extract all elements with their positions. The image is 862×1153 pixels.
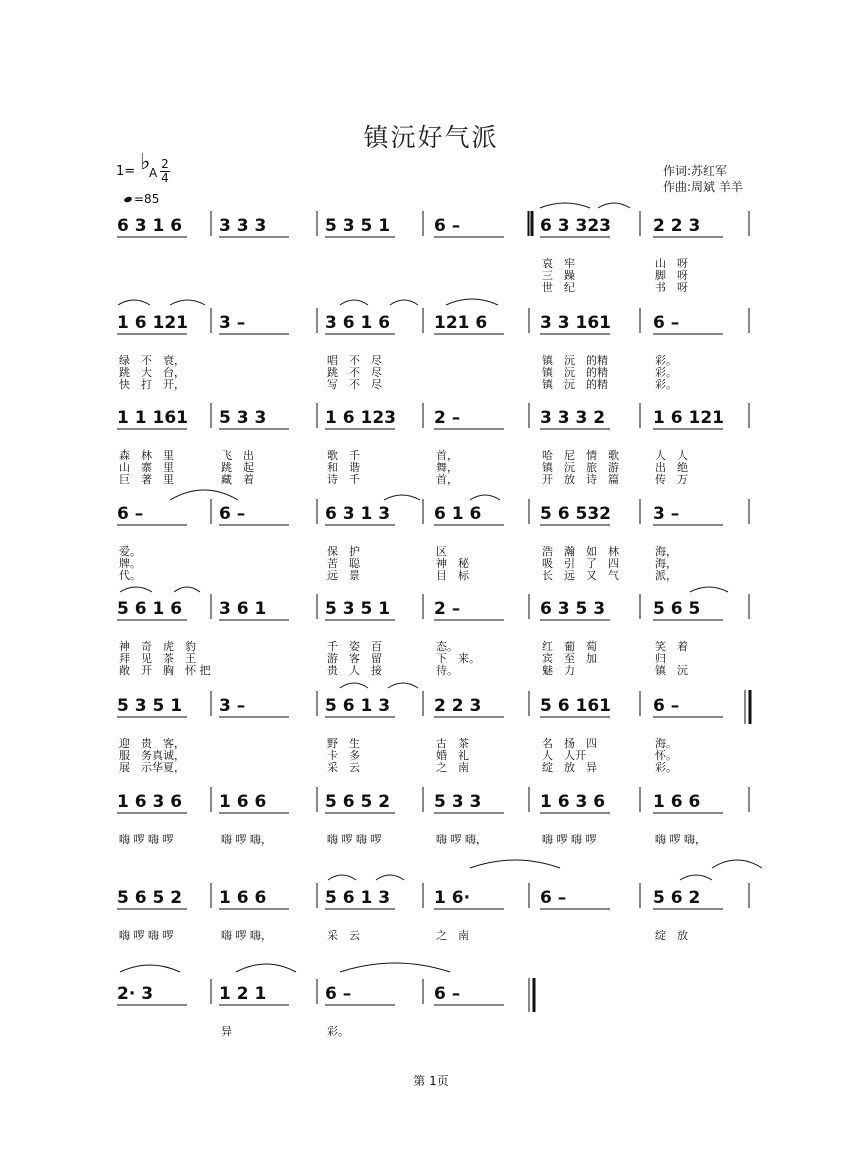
lyric-text: 绽 xyxy=(655,929,666,942)
lyric-text: 引 xyxy=(564,557,575,570)
lyric-text: 绿 xyxy=(119,354,130,367)
lyric-text: 豹 xyxy=(185,640,196,653)
slur-arc xyxy=(470,495,500,500)
lyric-text: 吸 xyxy=(542,557,553,570)
lyric-text: 牢 xyxy=(564,257,575,270)
lyric-text: 王 xyxy=(185,652,196,665)
lyric-text: 嗨 啰 嗨 啰 xyxy=(119,833,174,846)
lyric-text: 聪 xyxy=(349,557,360,570)
lyric-text: 呀 xyxy=(677,281,688,294)
lyric-text: 写 xyxy=(327,378,338,391)
lyric-text: 四 xyxy=(608,557,619,570)
measure-notes: 5 6 2 xyxy=(653,888,701,908)
lyric-text: 出 xyxy=(655,461,666,474)
lyric-text: 的精 xyxy=(586,366,608,379)
lyric-text: 和 xyxy=(327,461,338,474)
lyric-text: 虎 xyxy=(163,640,174,653)
slur-arc xyxy=(170,300,205,305)
lyric-text: 打 xyxy=(141,378,152,391)
lyric-text: 生 xyxy=(349,737,360,750)
lyric-text: 迎 xyxy=(119,737,130,750)
measure-notes: 5 6 1 3 xyxy=(325,696,391,716)
lyric-text: 嗨 啰 嗨， xyxy=(221,833,272,846)
lyric-text: 拜 xyxy=(119,652,130,665)
lyric-text: 的精 xyxy=(586,378,608,391)
lyric-text: 首， xyxy=(436,449,458,462)
lyric-text: 笑 xyxy=(655,640,666,653)
lyric-text: 彩。 xyxy=(655,366,677,379)
measure-notes: 1 1 161 xyxy=(117,408,188,428)
lyric-text: 开 xyxy=(141,664,152,677)
page-title: 镇沅好气派 xyxy=(363,123,499,152)
lyric-text: 红 xyxy=(542,640,553,653)
lyric-text: 舞， xyxy=(436,461,458,474)
lyric-text: 保 xyxy=(327,545,338,558)
lyric-text: 见 xyxy=(141,652,152,665)
lyric-text: 人 xyxy=(349,664,360,677)
lyric-text: 镇 xyxy=(542,366,553,379)
measure-notes: 6 1 6 xyxy=(434,504,482,524)
measure-notes: 1 6 6 xyxy=(653,792,701,812)
measure-notes: 2 – xyxy=(434,599,461,619)
measure-notes: 6 – xyxy=(219,504,246,524)
lyric-text: 姿 xyxy=(349,640,360,653)
lyric-text: 放 xyxy=(564,761,575,774)
lyric-text: 爱。 xyxy=(119,545,141,558)
lyric-text: 异 xyxy=(586,761,597,774)
lyric-text: 人 xyxy=(655,449,666,462)
measure-notes: 121 6 xyxy=(434,313,488,333)
measure-notes: 6 – xyxy=(653,313,680,333)
lyric-text: 唱 xyxy=(327,354,338,367)
lyric-text: 嗨 啰 嗨 啰 xyxy=(327,833,382,846)
lyric-text: 不 xyxy=(349,354,360,367)
lyric-text: 魅 xyxy=(542,664,553,677)
measure-notes: 3 3 161 xyxy=(540,313,611,333)
lyric-text: 沅 xyxy=(677,664,688,677)
lyric-text: 书 xyxy=(655,281,666,294)
measure-notes: 6 – xyxy=(325,984,352,1004)
lyric-text: 不 xyxy=(349,378,360,391)
lyric-text: 哀 xyxy=(542,257,553,270)
lyric-text: 葡 xyxy=(564,640,575,653)
slur-arc xyxy=(446,299,498,305)
lyric-text: 贵 xyxy=(141,737,152,750)
lyric-text: 奇 xyxy=(141,640,152,653)
lyric-text: 跳 xyxy=(119,366,130,379)
measure-notes: 6 – xyxy=(540,888,567,908)
lyric-text: 区 xyxy=(436,545,447,558)
lyric-text: 出 xyxy=(243,449,254,462)
lyric-text: 野 xyxy=(327,737,338,750)
lyric-text: 远 xyxy=(327,569,338,582)
lyric-text: 镇 xyxy=(542,461,553,474)
lyric-text: 云 xyxy=(349,929,360,942)
lyric-text: 嗨 啰 嗨， xyxy=(221,929,272,942)
lyric-text: 绝 xyxy=(677,461,688,474)
key-letter: A xyxy=(149,166,158,180)
lyric-text: 扬 xyxy=(564,737,575,750)
lyric-text: 跳 xyxy=(327,366,338,379)
measure-notes: 6 – xyxy=(434,984,461,1004)
lyric-text: 浩 xyxy=(542,545,553,558)
slur-arc xyxy=(390,300,418,305)
lyric-text: 里 xyxy=(163,449,174,462)
composer-credit: 作曲:周斌 羊羊 xyxy=(663,180,743,194)
lyric-text: 著 xyxy=(141,473,152,486)
lyric-text: 南 xyxy=(458,929,469,942)
lyric-text: 态。 xyxy=(436,640,458,653)
lyric-text: 林 xyxy=(608,545,619,558)
lyric-text: 千 xyxy=(349,449,360,462)
measure-notes: 1 6 6 xyxy=(219,888,267,908)
slur-arc xyxy=(598,203,630,208)
lyric-text: 贵 xyxy=(327,664,338,677)
lyric-text: 来。 xyxy=(458,652,480,665)
lyric-text: 林 xyxy=(141,449,152,462)
measure-notes: 1 6· xyxy=(434,888,471,908)
lyric-text: 待。 xyxy=(436,664,458,677)
page-number: 第 1页 xyxy=(413,1074,449,1088)
lyricist-credit: 作词:苏红军 xyxy=(663,164,728,178)
lyric-text: 起 xyxy=(243,461,254,474)
lyric-text: 接 xyxy=(371,664,382,677)
lyric-text: 目 xyxy=(436,569,447,582)
measure-notes: 6 3 323 xyxy=(540,216,611,236)
lyric-text: 海， xyxy=(655,545,677,558)
lyric-text: 情 xyxy=(586,449,597,462)
measure-notes: 1 6 123 xyxy=(325,408,396,428)
lyric-text: 大 xyxy=(141,366,152,379)
slur-arc xyxy=(120,587,152,592)
measure-notes: 1 6 121 xyxy=(117,313,188,333)
lyric-text: 了 xyxy=(586,557,597,570)
lyric-text: 茶 xyxy=(163,652,174,665)
lyric-text: 名 xyxy=(542,737,553,750)
measure-notes: 5 6 532 xyxy=(540,504,611,524)
slur-arc xyxy=(384,495,420,500)
lyric-text: 苦 xyxy=(327,557,338,570)
slur-arc xyxy=(340,963,450,972)
lyric-text: 游 xyxy=(327,652,338,665)
lyric-text: 山 xyxy=(119,461,130,474)
lyric-text: 古 xyxy=(436,737,447,750)
measure-notes: 3 6 1 xyxy=(219,599,267,619)
lyric-text: 云 xyxy=(349,761,360,774)
slur-arc xyxy=(690,587,728,592)
lyric-text: 游 xyxy=(608,461,619,474)
measure-notes: 6 – xyxy=(117,504,144,524)
lyric-text: 歌 xyxy=(327,449,338,462)
lyric-text: 跳 xyxy=(221,461,232,474)
slur-arc xyxy=(388,683,418,688)
measure-notes: 1 6 3 6 xyxy=(117,792,183,812)
measure-notes: 6 3 5 3 xyxy=(540,599,606,619)
lyric-text: 着 xyxy=(243,473,254,486)
lyric-text: 客， xyxy=(163,737,185,750)
lyric-text: 南 xyxy=(458,761,469,774)
lyric-text: 千 xyxy=(349,473,360,486)
lyric-text: 篇 xyxy=(608,473,619,486)
lyric-text: 怀。 xyxy=(655,749,677,762)
lyric-text: 歌 xyxy=(608,449,619,462)
lyric-text: 下 xyxy=(436,652,447,665)
lyric-text: 躁 xyxy=(564,269,575,282)
measure-notes: 2 2 3 xyxy=(653,216,701,236)
measure-notes: 3 – xyxy=(653,504,680,524)
meter-top: 2 xyxy=(161,157,169,171)
lyric-text: 气 xyxy=(608,569,619,582)
lyric-text: 快 xyxy=(119,378,130,391)
measure-notes: 2 – xyxy=(434,408,461,428)
measure-notes: 6 3 1 6 xyxy=(117,216,183,236)
lyric-text: 尽 xyxy=(371,378,382,391)
lyric-text: 夏， xyxy=(163,761,185,774)
lyric-text: 留 xyxy=(371,652,382,665)
lyric-text: 怀 把 xyxy=(185,664,211,677)
lyric-text: 衰， xyxy=(163,354,185,367)
lyric-text: 寨 xyxy=(141,461,152,474)
lyric-text: 放 xyxy=(564,473,575,486)
slur-arc xyxy=(376,875,404,880)
lyric-text: 哈 xyxy=(542,449,553,462)
lyric-text: 飞 xyxy=(221,449,232,462)
lyric-text: 采 xyxy=(327,761,338,774)
lyric-text: 诗 xyxy=(327,473,338,486)
lyric-text: 瀚 xyxy=(564,545,575,558)
lyric-text: 呀 xyxy=(677,269,688,282)
lyric-text: 嗨 啰 嗨 啰 xyxy=(119,929,174,942)
lyric-text: 彩。 xyxy=(327,1025,349,1038)
measure-notes: 2· 3 xyxy=(117,984,154,1004)
lyric-text: 多 xyxy=(349,749,360,762)
lyric-text: 如 xyxy=(586,545,597,558)
measure-notes: 3 – xyxy=(219,313,246,333)
measure-notes: 5 3 3 xyxy=(219,408,267,428)
lyric-text: 护 xyxy=(349,545,360,558)
slur-arc xyxy=(340,300,368,305)
lyric-text: 长 xyxy=(542,569,553,582)
lyric-text: 里 xyxy=(163,473,174,486)
lyric-text: 展 xyxy=(119,761,130,774)
slur-arc xyxy=(340,683,368,688)
lyric-text: 之 xyxy=(436,761,447,774)
measure-notes: 5 6 161 xyxy=(540,696,611,716)
slur-arc xyxy=(540,203,590,208)
lyric-text: 百 xyxy=(371,640,382,653)
measure-notes: 3 3 3 xyxy=(219,216,267,236)
measure-notes: 6 3 1 3 xyxy=(325,504,391,524)
measure-notes: 5 6 1 3 xyxy=(325,888,391,908)
lyric-text: 人 xyxy=(542,749,553,762)
lyric-text: 又 xyxy=(586,569,597,582)
lyric-text: 嗨 啰 嗨 啰 xyxy=(542,833,597,846)
lyric-text: 异 xyxy=(221,1025,232,1038)
measure-notes: 3 6 1 6 xyxy=(325,313,391,333)
meter-bottom: 4 xyxy=(161,171,169,185)
measure-notes: 5 6 5 2 xyxy=(117,888,183,908)
lyric-text: 人 xyxy=(677,449,688,462)
measure-notes: 5 3 3 xyxy=(434,792,482,812)
measure-notes: 5 6 5 xyxy=(653,599,701,619)
flat-sign: ♭ xyxy=(140,150,151,175)
lyric-text: 山 xyxy=(655,257,666,270)
lyric-text: 呀 xyxy=(677,257,688,270)
lyric-text: 镇 xyxy=(542,354,553,367)
lyric-text: 脚 xyxy=(655,269,666,282)
lyric-text: 力 xyxy=(564,664,575,677)
lyric-text: 宾 xyxy=(542,652,553,665)
lyric-text: 首， xyxy=(436,473,458,486)
lyric-text: 人开 xyxy=(564,749,586,762)
lyric-text: 三 xyxy=(542,269,553,282)
key-signature-prefix: 1= xyxy=(116,164,136,179)
lyric-text: 的精 xyxy=(586,354,608,367)
lyric-text: 婚 xyxy=(436,749,447,762)
lyric-text: 彩。 xyxy=(655,761,677,774)
lyric-text: 尼 xyxy=(564,449,575,462)
lyric-text: 派， xyxy=(655,569,677,582)
lyric-text: 神 xyxy=(119,640,130,653)
lyric-text: 萄 xyxy=(586,640,597,653)
lyric-text: 敞 xyxy=(119,664,130,677)
measure-notes: 1 6 121 xyxy=(653,408,724,428)
lyric-text: 标 xyxy=(458,569,469,582)
lyric-text: 礼 xyxy=(458,749,469,762)
measure-notes: 1 6 6 xyxy=(219,792,267,812)
lyric-text: 海。 xyxy=(655,737,677,750)
lyric-text: 传 xyxy=(655,473,666,486)
lyric-text: 绽 xyxy=(542,761,553,774)
measure-notes: 2 2 3 xyxy=(434,696,482,716)
lyric-text: 森 xyxy=(119,449,130,462)
measure-notes: 1 2 1 xyxy=(219,984,267,1004)
lyric-text: 台， xyxy=(163,366,185,379)
lyric-text: 里 xyxy=(163,461,174,474)
lyric-text: 服 xyxy=(119,749,130,762)
measure-notes: 5 3 5 1 xyxy=(325,599,391,619)
lyric-text: 神 xyxy=(436,557,447,570)
lyric-text: 千 xyxy=(327,640,338,653)
lyric-text: 诗 xyxy=(586,473,597,486)
lyric-text: 茶 xyxy=(458,737,469,750)
lyric-text: 至 xyxy=(564,652,575,665)
measure-notes: 6 – xyxy=(653,696,680,716)
lyric-text: 放 xyxy=(677,929,688,942)
measure-notes: 5 6 5 2 xyxy=(325,792,391,812)
lyric-text: 世 xyxy=(542,281,553,294)
lyric-text: 嗨 啰 嗨， xyxy=(655,833,706,846)
lyric-text: 尽 xyxy=(371,366,382,379)
lyric-text: 加 xyxy=(586,652,597,665)
lyric-text: 胸 xyxy=(163,664,174,677)
lyric-text: 旅 xyxy=(586,461,597,474)
slur-arc xyxy=(680,875,712,880)
lyric-text: 海， xyxy=(655,557,677,570)
lyric-text: 景 xyxy=(349,569,360,582)
measure-notes: 5 3 5 1 xyxy=(117,696,183,716)
lyric-text: 谐 xyxy=(349,461,360,474)
lyric-text: 镇 xyxy=(655,664,666,677)
lyric-text: 沅 xyxy=(564,354,575,367)
lyric-text: 务真 xyxy=(141,749,163,762)
lyric-text: 远 xyxy=(564,569,575,582)
lyric-text: 沅 xyxy=(564,461,575,474)
lyric-text: 客 xyxy=(349,652,360,665)
lyric-text: 归 xyxy=(655,652,666,665)
measure-notes: 3 3 3 2 xyxy=(540,408,606,428)
slur-arc xyxy=(120,965,180,972)
slur-arc xyxy=(236,964,296,972)
lyric-text: 之 xyxy=(436,929,447,942)
slur-arc xyxy=(118,300,150,305)
lyric-text: 开 xyxy=(542,473,553,486)
slur-arc xyxy=(174,587,200,592)
lyric-text: 四 xyxy=(586,737,597,750)
lyric-text: 代。 xyxy=(119,569,141,582)
lyric-text: 万 xyxy=(677,473,688,486)
slur-arc xyxy=(328,875,356,880)
lyric-text: 彩。 xyxy=(655,354,677,367)
lyric-text: 巨 xyxy=(119,473,130,486)
measure-notes: 1 6 3 6 xyxy=(540,792,606,812)
lyric-text: 秘 xyxy=(458,557,469,570)
measure-notes: 6 – xyxy=(434,216,461,236)
lyric-text: 彩。 xyxy=(655,378,677,391)
lyric-text: 藏 xyxy=(221,473,232,486)
lyric-text: 纪 xyxy=(564,281,575,294)
measure-notes: 5 3 5 1 xyxy=(325,216,391,236)
measure-notes: 3 – xyxy=(219,696,246,716)
lyric-text: 示华 xyxy=(141,761,163,774)
lyric-text: 采 xyxy=(327,929,338,942)
lyric-text: 沅 xyxy=(564,378,575,391)
lyric-text: 牌。 xyxy=(119,557,141,570)
slur-arc xyxy=(170,490,238,500)
lyric-text: 镇 xyxy=(542,378,553,391)
lyric-text: 诚， xyxy=(163,749,185,762)
measure-notes: 5 6 1 6 xyxy=(117,599,183,619)
lyric-text: 不 xyxy=(141,354,152,367)
lyric-text: 卡 xyxy=(327,749,338,762)
lyric-text: 开， xyxy=(163,378,185,391)
slur-arc xyxy=(470,860,560,868)
lyric-text: 尽 xyxy=(371,354,382,367)
lyric-text: 嗨 啰 嗨， xyxy=(436,833,487,846)
lyric-text: 着 xyxy=(677,640,688,653)
lyric-text: 不 xyxy=(349,366,360,379)
lyric-text: 沅 xyxy=(564,366,575,379)
tempo-value: =85 xyxy=(134,192,160,206)
slur-arc xyxy=(712,860,762,868)
